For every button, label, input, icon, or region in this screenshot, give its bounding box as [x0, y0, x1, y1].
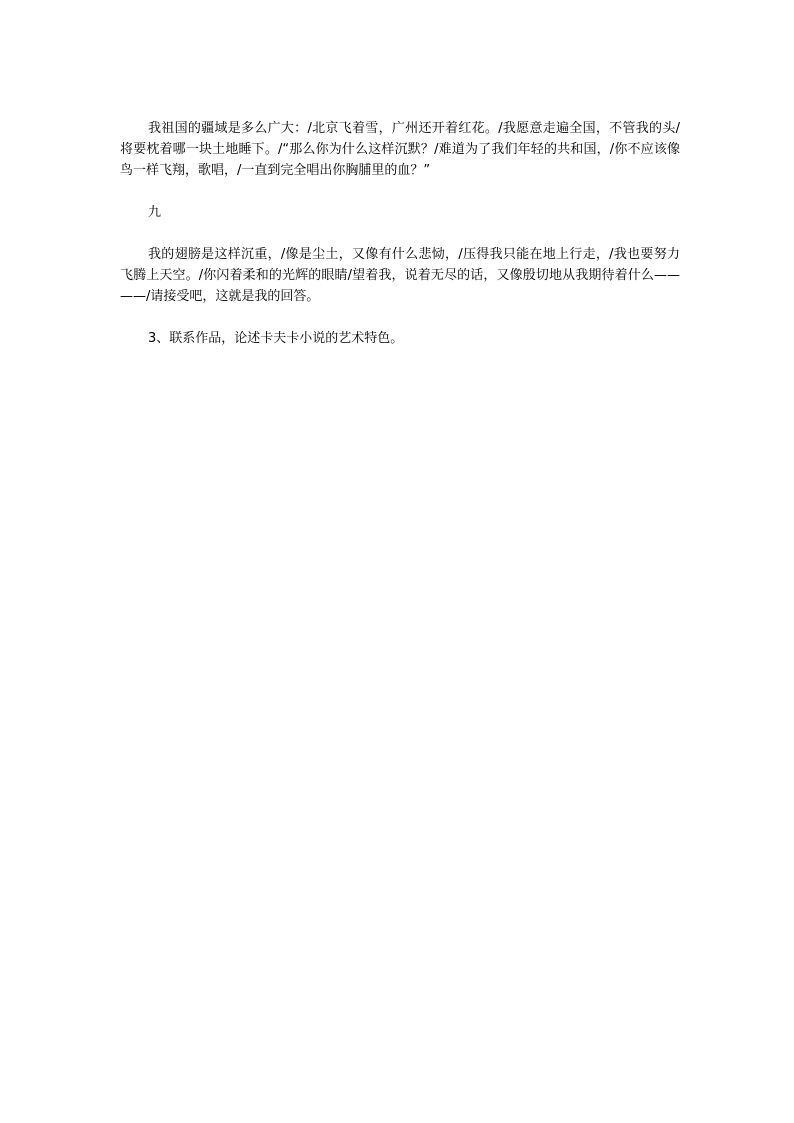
question-3-text: 3、联系作品，论述卡夫卡小说的艺术特色。 [148, 331, 404, 346]
poem-stanza-8-text: 我祖国的疆域是多么广大：/北京飞着雪，广州还开着红花。/我愿意走遍全国，不管我的头/将要枕着哪一块土地睡下。/“那么你为什么这样沉默？/难道为了我们年轻的共和国，/你不应该像鸟一样飞翔，歌唱，/一直到完全唱出你胸脯里的血？” [120, 121, 680, 178]
document-body [120, 118, 680, 349]
poem-stanza-9-text: 我的翅膀是这样沉重，/像是尘土，又像有什么悲恸，/压得我只能在地上行走，/我也要努力飞腾上天空。/你闪着柔和的光辉的眼睛/望着我，说着无尽的话，又像殷切地从我期待着什么—— ——/请接受吧，这就是我的回答。 [120, 247, 680, 304]
stanza-number-heading: 九 [148, 205, 162, 220]
